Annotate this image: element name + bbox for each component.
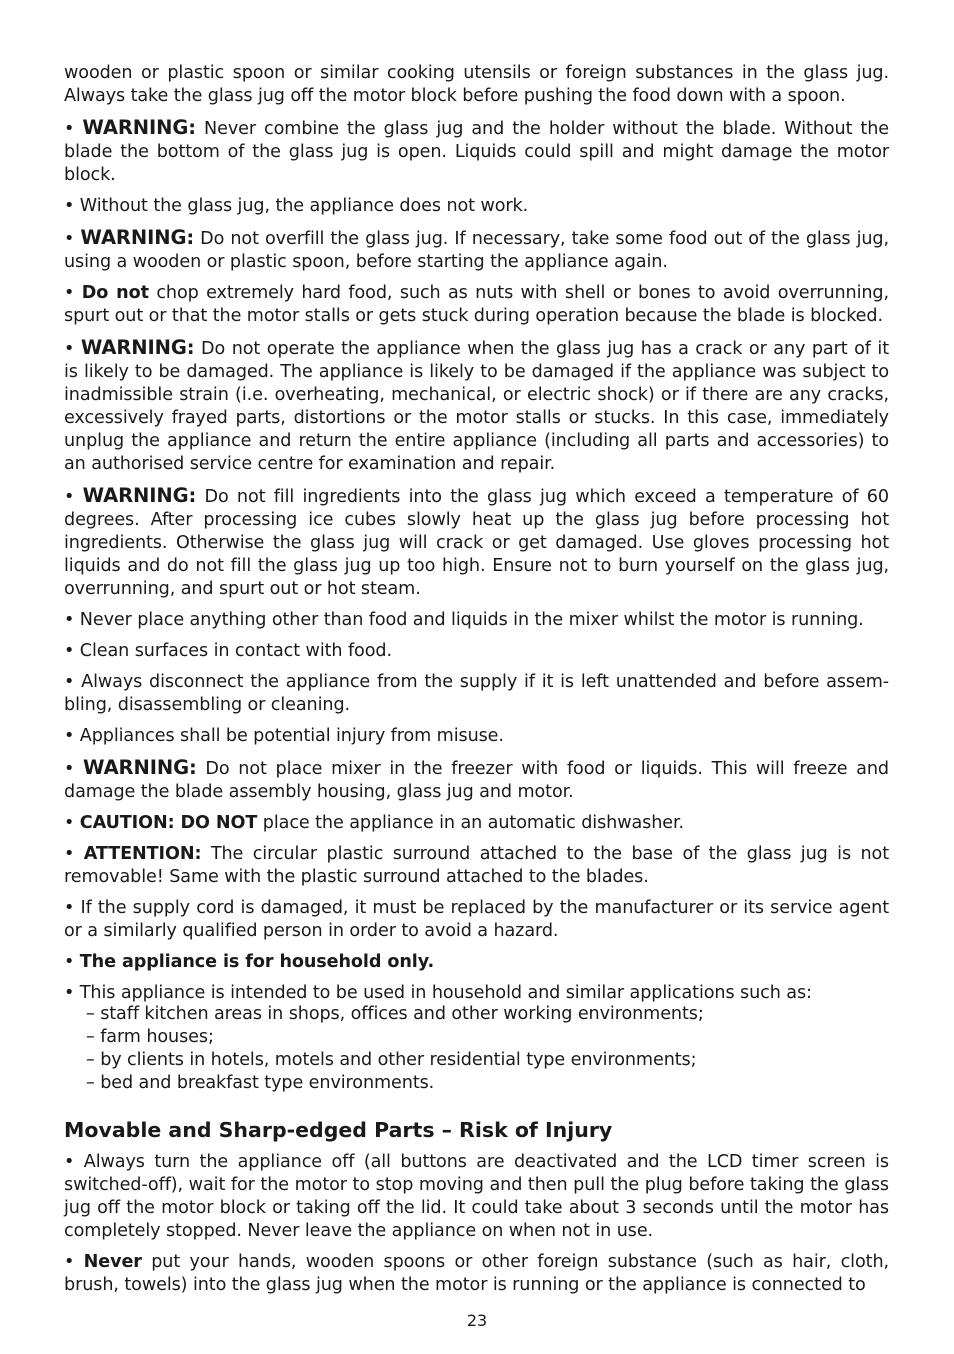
emphasis-label: Do not [81,283,149,303]
household-notice: • The appliance is for household only. [64,952,435,972]
sub-list-item: – bed and breakfast type environments. [86,1073,435,1093]
warning-label: WARNING: [82,484,197,507]
list-item: • If the supply cord is damaged, it must be replaced by the manufacturer or its service agent or a similarly qualified person in order to avoid a hazard. [64,898,889,941]
warning-label: WARNING: [82,116,196,139]
list-item: • Do not chop extremely hard food, such as nuts with shell or bones to avoid overrunning, spurt out or that the motor stalls or gets stuck during operation because the blade is blocked. [64,283,889,326]
list-item: • Never put your hands, wooden spoons or other foreign substance (such as hair, cloth, brush, towels) into the glass jug when the motor is running or the appliance is connected to [64,1252,889,1295]
warning-label: WARNING: [80,336,195,359]
warning-label: WARNING: [80,226,195,249]
warning-item: • WARNING: Never combine the glass jug and the holder without the blade. Without the blade the bottom of the glass jug is open. Liquids could spill and might damage the motor block. [64,116,889,185]
sub-list-item: – by clients in hotels, motels and other residential type environments; [86,1050,697,1070]
list-item: • Never place anything other than food and liquids in the mixer whilst the motor is running. [64,610,864,630]
household-label: The appliance is for household only. [79,952,435,972]
list-item: • Clean surfaces in contact with food. [64,641,392,661]
list-item: • Appliances shall be potential injury from misuse. [64,726,504,746]
sub-list-item: – farm houses; [86,1027,214,1047]
warning-item: • WARNING: Do not operate the appliance when the glass jug has a crack or any part of it is likely to be damaged. The appliance is likely to be damaged if the appliance was subject to inadmissible strain (i.e. overheating, mechanical, or electric shock) or if there are any cracks, excessively frayed parts, distortions or the motor stalls or stucks. In this case, immediately unplug the appliance and return the entire appliance (including all parts and accessories) to an authorised service centre for examination and repair. [64,336,889,474]
sub-list-item: – staff kitchen areas in shops, offices and other working environments; [86,1004,704,1024]
caution-item: • CAUTION: DO NOT place the appliance in an automatic dishwasher. [64,813,685,833]
section-heading: Movable and Sharp-edged Parts – Risk of Injury [64,1118,613,1142]
attention-label: ATTENTION: [83,844,202,864]
list-item: • Without the glass jug, the appliance does not work. [64,196,529,216]
manual-page [64,62,889,1305]
warning-label: WARNING: [83,756,197,779]
list-item: • Always disconnect the appliance from the supply if it is left unattended and before assem-bling, disassembling or cleaning. [64,672,889,715]
paragraph-continuation: wooden or plastic spoon or similar cooking utensils or foreign substances in the glass jug. Always take the glass jug off the motor block before pushing the food down with a spoon. [64,63,889,106]
attention-item: • ATTENTION: The circular plastic surround attached to the base of the glass jug is not removable! Same with the plastic surround attached to the blades. [64,844,889,887]
emphasis-label: Never [83,1252,142,1272]
caution-label: CAUTION: DO NOT [79,813,258,833]
sub-list [64,1003,889,1095]
list-item: • This appliance is intended to be used in household and similar applications such as: [64,983,812,1003]
list-item: • Always turn the appliance off (all buttons are deactivated and the LCD timer screen is switched-off), wait for the motor to stop moving and then pull the plug before taking the glass jug off the motor block or taking off the lid. It could take about 3 seconds until the motor has completely stopped. Never leave the appliance on when not in use. [64,1152,889,1241]
warning-item: • WARNING: Do not place mixer in the freezer with food or liquids. This will freeze and damage the blade assembly housing, glass jug and motor. [64,756,889,802]
warning-item: • WARNING: Do not fill ingredients into the glass jug which exceed a temperature of 60 degrees. After processing ice cubes slowly heat up the glass jug before processing hot ingredients. Otherwise the glass jug will crack or get damaged. Use gloves processing hot liquids and do not fill the glass jug up too high. Ensure not to burn yourself on the glass jug, overrunning, and spurt out or hot steam. [64,484,889,599]
page-number: 23 [466,1311,488,1330]
warning-item: • WARNING: Do not overfill the glass jug. If necessary, take some food out of the glass jug, using a wooden or plastic spoon, before starting the appliance again. [64,226,889,272]
